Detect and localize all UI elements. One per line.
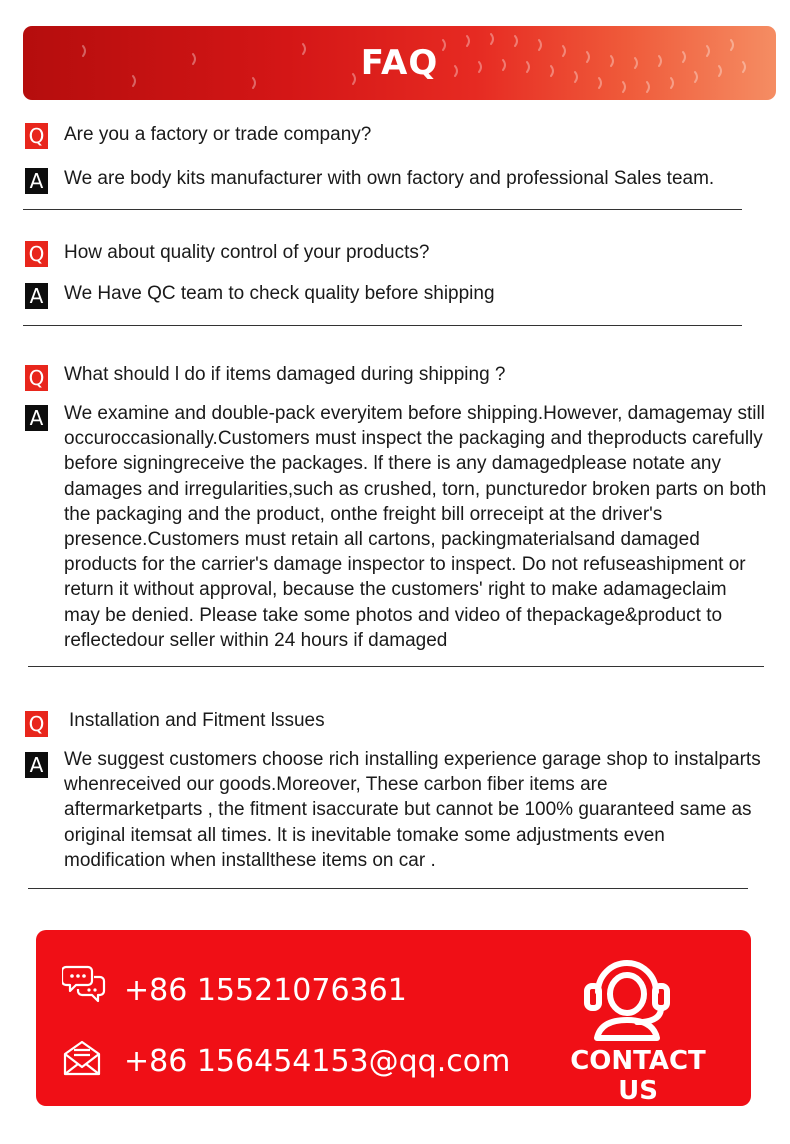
envelope-icon — [62, 1038, 102, 1078]
faq-answer: We suggest customers choose rich installing experience garage shop to instalparts whenreceived our goods.Moreover, These carbon fiber items are aftermarketparts , the fitment isaccurate but cannot be 100% guaranteed same as original itemsat all times. lt is inevitable tomake some adjustments even modification when installthese items on car . — [64, 749, 761, 871]
contact-us-button[interactable]: CONTACT US — [570, 1046, 706, 1106]
answer-badge: A — [25, 405, 48, 431]
phone-number[interactable]: +86 15521076361 — [124, 973, 407, 1008]
faq-question: What should l do if items damaged during shipping ? — [64, 364, 506, 385]
question-badge: Q — [25, 365, 48, 391]
email-address[interactable]: +86 156454153@qq.com — [124, 1044, 511, 1079]
chat-bubbles-icon — [62, 963, 108, 1003]
question-badge: Q — [25, 711, 48, 737]
faq-question: How about quality control of your products? — [64, 242, 430, 263]
faq-question: Installation and Fitment lssues — [69, 710, 325, 731]
answer-badge: A — [25, 752, 48, 778]
divider — [28, 666, 764, 667]
answer-badge: A — [25, 168, 48, 194]
divider — [23, 325, 742, 326]
contact-panel — [36, 930, 751, 1106]
headset-support-icon — [578, 948, 676, 1042]
divider — [23, 209, 742, 210]
faq-question: Are you a factory or trade company? — [64, 124, 372, 145]
divider — [28, 888, 748, 889]
faq-answer: We examine and double-pack everyitem before shipping.However, damagemay still occuroccasionally.Customers must inspect the packaging and theproducts carefully before signingreceive the packages. lf there is any damagedplease notate any damages and irregularities,such as crushed, torn, puncturedor broken parts on both the packaging and the product, onthe freight bill orreceipt at the driver's presence.Customers must retain all cartons, packingmaterialsand damaged products for the carrier's damage inspector to inspect. Do not refuseashipment or return it without approval, because the customers' right to make adamageclaim may be denied. Please take some photos and video of thepackage&product to reflectedour seller within 24 hours if damaged — [64, 403, 767, 651]
question-badge: Q — [25, 123, 48, 149]
faq-answer: We are body kits manufacturer with own factory and professional Sales team. — [64, 168, 715, 189]
question-badge: Q — [25, 241, 48, 267]
faq-banner — [23, 26, 776, 100]
answer-badge: A — [25, 283, 48, 309]
faq-answer: We Have QC team to check quality before shipping — [64, 283, 495, 304]
page-title: FAQ — [360, 43, 439, 83]
